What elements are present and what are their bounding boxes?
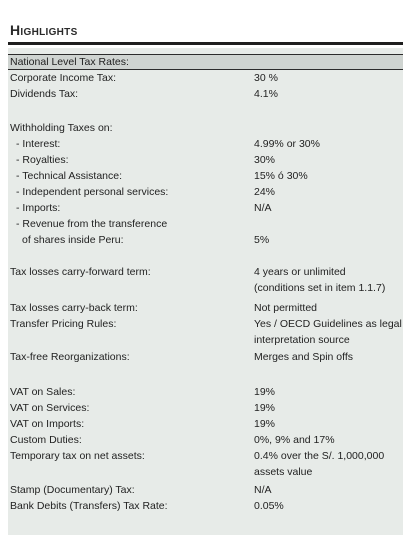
header-divider: [8, 42, 403, 45]
row-label: - Royalties:: [16, 154, 69, 166]
row-label: Tax losses carry-back term:: [10, 302, 138, 314]
row-label: Tax-free Reorganizations:: [10, 351, 130, 363]
row-value: 5%: [254, 234, 270, 246]
row-value: 4 years or unlimited: [254, 266, 346, 278]
section-title: National Level Tax Rates:: [10, 56, 129, 68]
row-label: - Technical Assistance:: [16, 170, 123, 182]
row-label: VAT on Sales:: [10, 386, 76, 398]
page-title: Highlights: [10, 22, 78, 38]
row-value: N/A: [254, 202, 272, 214]
row-value: 24%: [254, 186, 276, 198]
row-label-continued: of shares inside Peru:: [22, 234, 124, 246]
row-value: 19%: [254, 418, 276, 430]
row-value: Not permitted: [254, 302, 318, 314]
row-label: Temporary tax on net assets:: [10, 450, 145, 462]
row-label: Withholding Taxes on:: [10, 122, 113, 134]
row-value: 4.1%: [254, 88, 278, 100]
row-value-continued: (conditions set in item 1.1.7): [254, 282, 386, 294]
row-value: 30%: [254, 154, 276, 166]
row-label: Custom Duties:: [10, 434, 82, 446]
page-header: [0, 0, 407, 48]
row-label: - Independent personal services:: [16, 186, 169, 198]
tax-rates-panel: [8, 48, 403, 535]
row-label: Stamp (Documentary) Tax:: [10, 484, 135, 496]
row-label: VAT on Imports:: [10, 418, 85, 430]
row-value: 0.4% over the S/. 1,000,000: [254, 450, 385, 462]
row-label: Corporate Income Tax:: [10, 72, 117, 84]
row-value: 19%: [254, 402, 276, 414]
row-label: - Imports:: [16, 202, 61, 214]
row-label: VAT on Services:: [10, 402, 90, 414]
row-value: 4.99% or 30%: [254, 138, 320, 150]
row-value: 0%, 9% and 17%: [254, 434, 335, 446]
row-label: Dividends Tax:: [10, 88, 79, 100]
section-header: [8, 54, 403, 70]
row-label: - Revenue from the transference: [16, 218, 168, 230]
row-label: Tax losses carry-forward term:: [10, 266, 151, 278]
row-value: 19%: [254, 386, 276, 398]
row-value: Merges and Spin offs: [254, 351, 354, 363]
row-value-continued: assets value: [254, 466, 313, 478]
row-value: N/A: [254, 484, 272, 496]
row-value: Yes / OECD Guidelines as legal: [254, 318, 402, 330]
row-value: 15% ó 30%: [254, 170, 308, 182]
row-label: Transfer Pricing Rules:: [10, 318, 117, 330]
row-value: 0.05%: [254, 500, 284, 512]
row-value: 30 %: [254, 72, 278, 84]
row-value-continued: interpretation source: [254, 334, 350, 346]
row-label: - Interest:: [16, 138, 61, 150]
row-label: Bank Debits (Transfers) Tax Rate:: [10, 500, 168, 512]
